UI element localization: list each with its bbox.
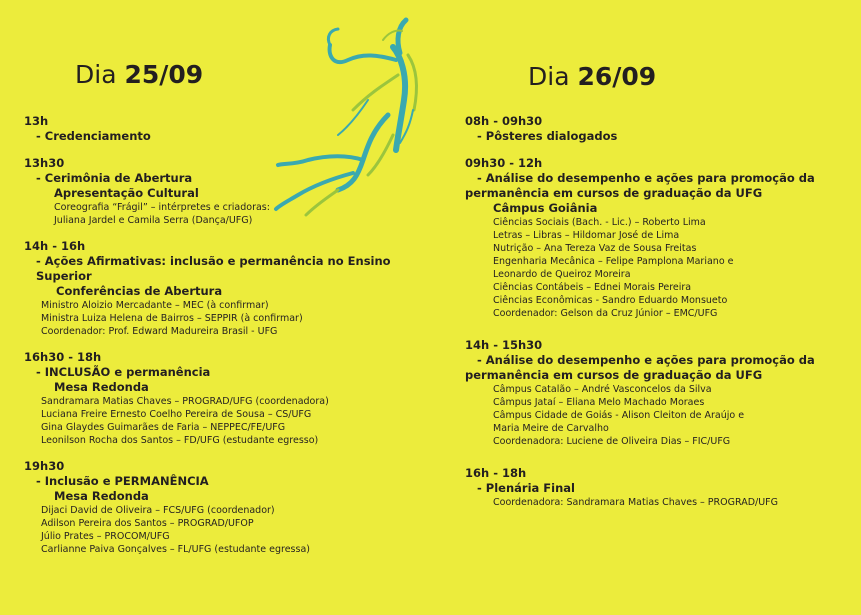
block-line: Nutrição – Ana Tereza Vaz de Sousa Freitas <box>493 243 697 254</box>
block-line: Engenharia Mecânica – Felipe Pamplona Mariano e <box>493 256 734 267</box>
schedule-block-posteres <box>465 114 855 144</box>
block-event <box>465 353 855 383</box>
block-time: 16h - 18h <box>465 466 527 480</box>
schedule-block-abertura <box>24 156 444 227</box>
block-event: - Ações Afirmativas: inclusão e permanência no Ensino Superior <box>36 254 391 283</box>
block-subtitle: Mesa Redonda <box>54 380 149 394</box>
block-time: 14h - 15h30 <box>465 338 543 352</box>
block-line: Dijaci David de Oliveira – FCS/UFG (coordenador) <box>41 505 275 516</box>
block-line: Câmpus Jataí – Eliana Melo Machado Moraes <box>493 397 705 408</box>
block-line: Adilson Pereira dos Santos – PROGRAD/UFOP <box>41 518 254 529</box>
block-line: Letras – Libras – Hildomar José de Lima <box>493 230 680 241</box>
block-time: 09h30 - 12h <box>465 156 543 170</box>
day1-schedule <box>24 114 444 568</box>
block-line: Gina Glaydes Guimarães de Faria – NEPPEC/FE/UFG <box>41 422 286 433</box>
block-line: Coreografia “Frágil” – intérpretes e criadoras: <box>54 202 270 213</box>
block-line: Juliana Jardel e Camila Serra (Dança/UFG) <box>54 215 253 226</box>
block-line: Ministro Aloizio Mercadante – MEC (à confirmar) <box>41 300 269 311</box>
block-subtitle: Câmpus Goiânia <box>493 201 598 215</box>
block-line: Luciana Freire Ernesto Coelho Pereira de Sousa – CS/UFG <box>41 409 312 420</box>
block-event-line2: permanência em cursos de graduação da UFG <box>465 186 763 200</box>
block-line: Leonilson Rocha dos Santos – FD/UFG (estudante egresso) <box>41 435 319 446</box>
block-event: - INCLUSÃO e permanência <box>36 365 211 379</box>
block-line: Câmpus Catalão – André Vasconcelos da Silva <box>493 384 712 395</box>
block-event: - Inclusão e PERMANÊNCIA <box>36 474 209 488</box>
block-line: Maria Meire de Carvalho <box>493 423 609 434</box>
block-event: - Plenária Final <box>477 481 575 495</box>
block-line: Ciências Sociais (Bach. - Lic.) – Roberto Lima <box>493 217 706 228</box>
block-event: - Cerimônia de Abertura <box>36 171 193 185</box>
block-time: 13h30 <box>24 156 65 170</box>
block-event-line1: - Análise do desempenho e ações para promoção da <box>477 171 815 185</box>
block-event-line2: permanência em cursos de graduação da UFG <box>465 368 763 382</box>
block-line: Câmpus Cidade de Goiás - Alison Cleiton de Araújo e <box>493 410 745 421</box>
block-line: Coordenadora: Sandramara Matias Chaves – PROGRAD/UFG <box>493 497 778 508</box>
schedule-block-permanencia <box>24 459 444 556</box>
block-line: Carlianne Paiva Gonçalves – FL/UFG (estudante egressa) <box>41 544 310 555</box>
block-event: - Credenciamento <box>36 129 151 143</box>
block-line: Ciências Econômicas - Sandro Eduardo Monsueto <box>493 295 728 306</box>
schedule-block-inclusao <box>24 350 444 447</box>
block-line: Coordenador: Gelson da Cruz Júnior – EMC/UFG <box>493 308 718 319</box>
block-line: Ministra Luiza Helena de Bairros – SEPPIR (à confirmar) <box>41 313 303 324</box>
block-line: Sandramara Matias Chaves – PROGRAD/UFG (coordenadora) <box>41 396 329 407</box>
day2-title: Dia 26/09 <box>528 62 657 91</box>
block-event-line1: - Análise do desempenho e ações para promoção da <box>477 353 815 367</box>
block-line: Coordenadora: Luciene de Oliveira Dias – FIC/UFG <box>493 436 731 447</box>
block-subtitle: Conferências de Abertura <box>56 284 223 298</box>
block-subtitle: Apresentação Cultural <box>54 186 199 200</box>
block-time: 08h - 09h30 <box>465 114 543 128</box>
block-time: 14h - 16h <box>24 239 86 253</box>
schedule-block-acoes-afirmativas <box>24 239 444 338</box>
block-line: Leonardo de Queiroz Moreira <box>493 269 631 280</box>
block-line: Coordenador: Prof. Edward Madureira Brasil - UFG <box>41 326 278 337</box>
block-line: Ciências Contábeis – Ednei Morais Pereira <box>493 282 692 293</box>
block-subtitle: Mesa Redonda <box>54 489 149 503</box>
day2-schedule <box>465 114 855 521</box>
block-time: 19h30 <box>24 459 65 473</box>
schedule-block-analise-goiania <box>465 156 855 320</box>
schedule-block-analise-campus <box>465 338 855 448</box>
block-event <box>465 171 855 201</box>
block-time: 13h <box>24 114 49 128</box>
block-event: - Pôsteres dialogados <box>477 129 618 143</box>
schedule-block-plenaria <box>465 466 855 509</box>
schedule-block-credenciamento <box>24 114 444 144</box>
block-time: 16h30 - 18h <box>24 350 102 364</box>
day1-title: Dia 25/09 <box>75 60 204 89</box>
block-line: Júlio Prates – PROCOM/UFG <box>41 531 170 542</box>
